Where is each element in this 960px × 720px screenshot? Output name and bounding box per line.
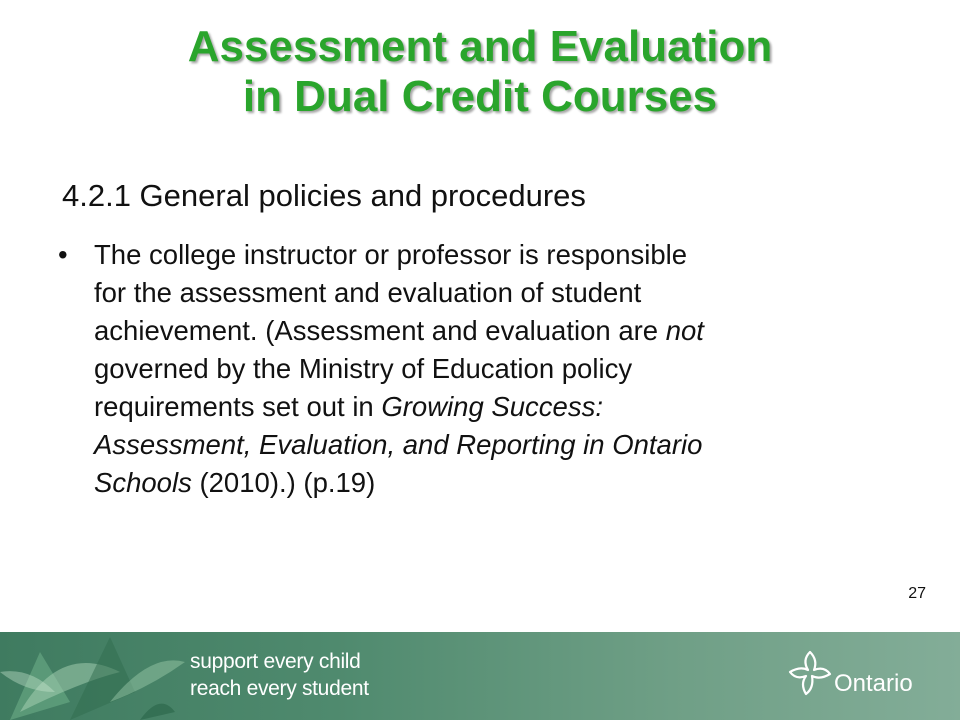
bullet-line (94, 388, 918, 426)
logo-wordmark: Ontario (834, 670, 913, 697)
bullet-line: governed by the Ministry of Education policy (94, 353, 633, 384)
bullet-emphasis: not (665, 315, 704, 346)
bullet-line: for the assessment and evaluation of student (94, 277, 642, 308)
ontario-logo (788, 646, 948, 706)
bullet-emphasis: Schools (94, 467, 192, 498)
footer-banner (0, 632, 960, 720)
bullet-emphasis: Assessment, Evaluation, and Reporting in Ontario (94, 429, 703, 460)
bullet-line: The college instructor or professor is responsible (94, 239, 688, 270)
slide-title (0, 22, 960, 122)
bullet-line (94, 312, 918, 350)
trillium-icon (788, 646, 834, 702)
tagline (190, 648, 369, 702)
bullet-line (94, 426, 918, 464)
tagline-line-1: support every child (190, 650, 361, 673)
bullet-line (94, 464, 918, 502)
page-number: 27 (908, 585, 926, 602)
section-subheading: 4.2.1 General policies and procedures (62, 178, 586, 213)
title-line-1: Assessment and Evaluation (187, 22, 773, 71)
bullet-text-run: (2010).) (p.19) (191, 467, 376, 498)
title-line-2: in Dual Credit Courses (242, 72, 718, 121)
bullet-item (58, 236, 918, 502)
bullet-text-run: achievement. (Assessment and evaluation are (94, 315, 666, 346)
bullet-dot: • (58, 239, 68, 270)
bullet-text-run: requirements set out in (94, 391, 382, 422)
bullet-emphasis: Growing Success: (381, 391, 603, 422)
bullet-text (94, 236, 918, 502)
tagline-line-2: reach every student (190, 677, 369, 700)
